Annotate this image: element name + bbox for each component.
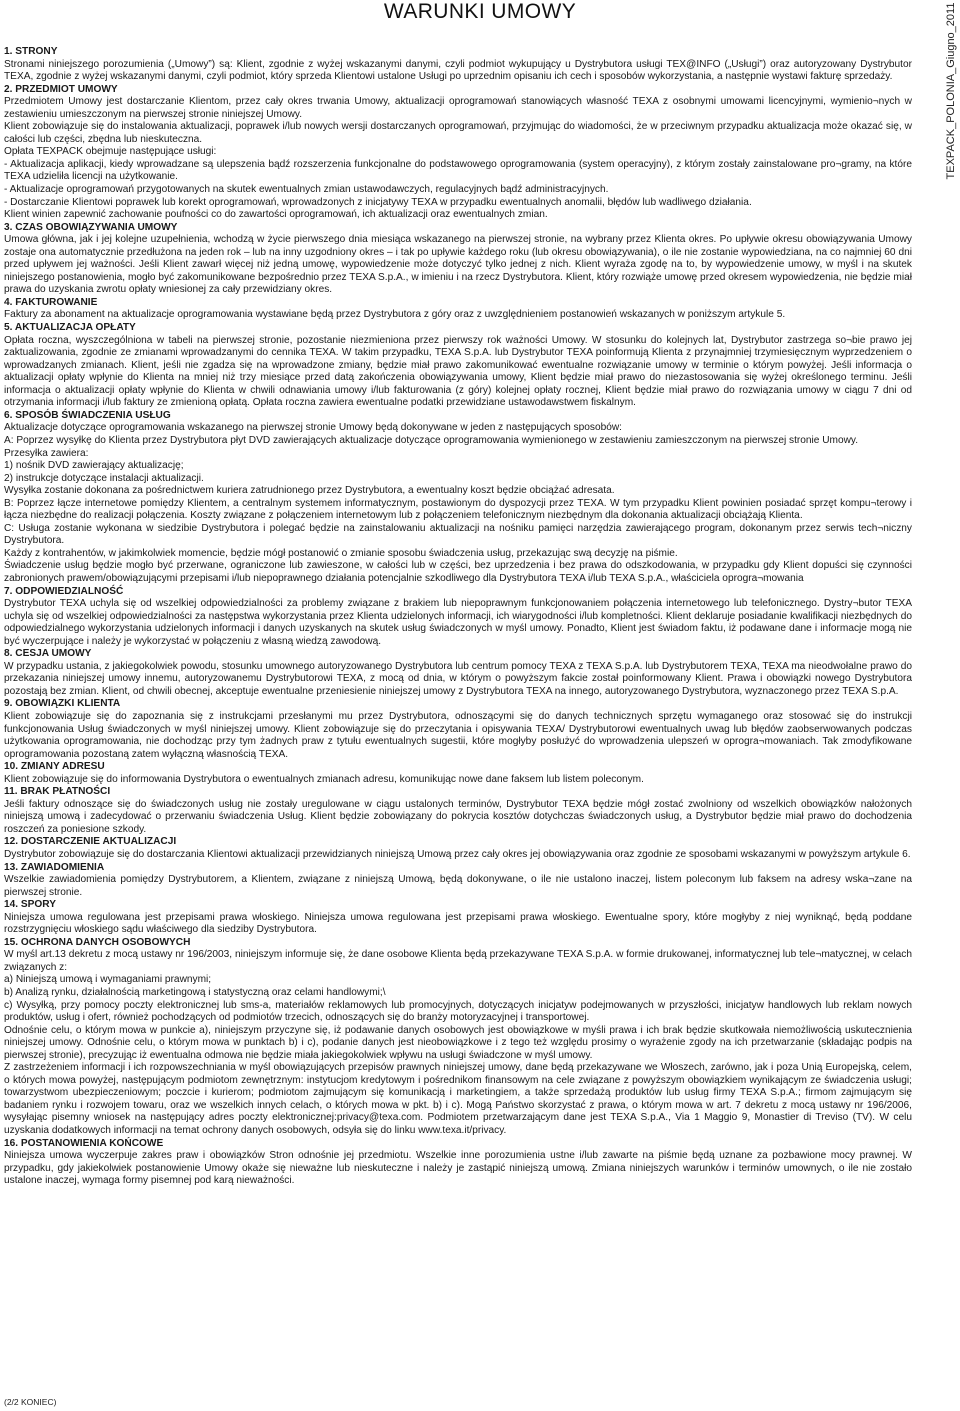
section-heading: 16. POSTANOWIENIA KOŃCOWE xyxy=(4,1137,164,1149)
section-heading: 13. ZAWIADOMIENIA xyxy=(4,861,105,873)
section-paragraph: Klient winien zapewnić zachowanie poufności co do zawartości oprogramowań, ich aktualizacji oraz ewentualnych zmian. xyxy=(4,209,548,221)
page-title: WARUNKI UMOWY xyxy=(383,0,577,23)
section-paragraph: 1) nośnik DVD zawierający aktualizację; xyxy=(4,460,184,472)
section-paragraph: Odnośnie celu, o którym mowa w punkcie a), niniejszym przyczyne się, iż podawanie danych osobowych jest obowiązkowe w myśli prawa i ich brak będzie skutkowała niemożliwością uskutecznienia niniejszej umowy. Odnośnie celu, o którym mowa w punktach b) i c), podanie danych jest nieobowiązkowe i z tego też względu prosimy o wyrażenie zgody na ich przetwarzanie (składając podpis na pierwszej stronie), precyzując iż ewentualna odmowa nie będzie miała jakiegokolwiek wpływu na usługi świadczone w myśl umowy. xyxy=(4,1024,912,1061)
section-paragraph: Dystrybutor zobowiązuje się do dostarczania Klientowi aktualizacji przewidzianych niniejszą Umową przez cały okres jej obowiązywania oraz zgodnie ze sposobami wskazanymi w powyższym artykule 6. xyxy=(4,849,911,860)
section-paragraph: 2) instrukcje dotyczące instalacji aktualizacji. xyxy=(4,472,204,484)
agreement-body xyxy=(4,46,912,1188)
section-heading: 11. BRAK PŁATNOŚCI xyxy=(4,786,111,798)
section-heading: 4. FAKTUROWANIE xyxy=(4,296,98,308)
section-paragraph: - Dostarczanie Klientowi poprawek lub korekt oprogramowań, wprowadzonych z inicjatywy TEXA w przypadku ewentualnych anomalii, błędów lub wadliwego działania. xyxy=(4,196,752,208)
section-paragraph: Każdy z kontrahentów, w jakimkolwiek momencie, będzie mógł postanowić o zmianie sposobu świadczenia usług, przekazując swą decyzję na piśmie. xyxy=(4,547,678,559)
section-paragraph: - Aktualizacje oprogramowań przygotowanych na skutek ewentualnych zmian ustawodawczych, regulacyjnych bądź administracyjnych. xyxy=(4,184,609,196)
section-heading: 14. SPORY xyxy=(4,899,56,911)
section-paragraph: Przedmiotem Umowy jest dostarczanie Klientom, przez cały okres trwania Umowy, aktualizacji oprogramowań stanowiących własność TEXA z osobnymi umowami licencyjnymi, wymienio¬nych w zestawieniu umieszczonym na pierwszej stronie niniejszej Umowy. xyxy=(4,96,912,120)
section-paragraph: - Aktualizacja aplikacji, kiedy wprowadzane są ulepszenia bądź rozszerzenia funkcjonalne do podstawowego oprogramowania (system operacyjny), z którym zostały zainstalowane pro¬gramy, na które TEXA udzieliła licencji na użytkowanie. xyxy=(4,158,912,183)
section-heading: 12. DOSTARCZENIE AKTUALIZACJI xyxy=(4,836,177,848)
section-heading: 3. CZAS OBOWIĄZYWANIA UMOWY xyxy=(4,221,178,233)
page-footer: (2/2 KONIEC) xyxy=(4,1397,57,1407)
section-paragraph: c) Wysyłką, przy pomocy poczty elektronicznej lub sms-a, materiałów reklamowych lub promocyjnych, dotyczących inicjatyw podejmowanych w przyszłości, inicjatyw handlowych lub reklam nowych produktów, usług i ofert, również pochodzących od podmiotów trzecich, odnoszących się do branży motoryzacyjnej i transportowej. xyxy=(4,999,912,1024)
section-paragraph: b) Analizą rynku, działalnością marketingową i statystyczną oraz celami handlowymi;\ xyxy=(4,987,386,999)
section-paragraph: Opłata TEXPACK obejmuje następujące usługi: xyxy=(4,146,217,158)
section-heading: 7. ODPOWIEDZIALNOŚĆ xyxy=(4,585,124,597)
section-heading: 10. ZMIANY ADRESU xyxy=(4,761,105,773)
section-paragraph: C: Usługa zostanie wykonana w siedzibie Dystrybutora i polegać będzie na zainstalowaniu aktualizacji na nośniku pamięci narzędzia zawierającego program, dokonanym przez serwis tech¬niczny Dystrybutora. xyxy=(4,522,912,547)
section-paragraph: Klient zobowiązuje się do informowania Dystrybutora o ewentualnych zmianach adresu, komunikując nowe dane faksem lub listem poleconym. xyxy=(4,773,644,785)
side-label xyxy=(944,2,958,180)
section-heading: 15. OCHRONA DANYCH OSOBOWYCH xyxy=(4,936,191,948)
section-heading: 5. AKTUALIZACJA OPŁATY xyxy=(4,322,136,334)
section-paragraph: Aktualizacje dotyczące oprogramowania wskazanego na pierwszej stronie Umowy będą dokonywane w jeden z następujących sposobów: xyxy=(4,422,622,434)
section-paragraph: A: Poprzez wysyłkę do Klienta przez Dystrybutora płyt DVD zawierających aktualizacje dotyczące oprogramowania wymienionego w zestawieniu zamieszczonym na pierwszej stronie Umowy. xyxy=(4,434,859,446)
section-paragraph: Świadczenie usług będzie mogło być przerwane, ograniczone lub zawieszone, w całości lub w części, bez uprzedzenia i bez prawa do odszkodowania, w przypadku gdy Klient dopuści się czynności zabronionych prawem/obowiązującymi przepisami i/lub niepoprawnego działania potencjalnie szkodliwego dla Dystrybutora TEXA i/lub TEXA S.p.A., właściciela oprogra¬mowania xyxy=(4,560,912,584)
section-paragraph: Wysyłka zostanie dokonana za pośrednictwem kuriera zatrudnionego przez Dystrybutora, a ewentualny koszt będzie obciążać adresata. xyxy=(4,485,615,497)
section-paragraph: Umowa główna, jak i jej kolejne uzupełnienia, wchodzą w życie pierwszego dnia miesiąca wskazanego na pierwszej stronie, na wybrany przez Klienta okres. Po upływie okresu obowiązywania Umowy zostaje ona automatycznie przedłużona na jeden rok – lub na inny uzgodniony okres – i tak po upływie każdego roku (lub okresu obowiązywania), o ile nie zostanie wypowiedziana, na co najmniej 60 dni przed upływem jej ważności. Jeśli Klient zawarł więcej niż jedną umowę, wypowiedzenie może dotyczyć tylko jednej z nich. Klient wyraża zgodę na to, by wypowiedzenie umowy, w myśl i na skutek niniejszego postanowienia, mogło być zakomunikowane bezpośrednio przez TEXA S.p.A., w imieniu i na rzecz Dystrybutora. Klient, który rozwiąże umowę przed okresem wypowiedzenia, nie będzie miał prawa do uzyskania zwrotu opłaty wniesionej za cały przewidziany okres. xyxy=(4,234,912,296)
section-paragraph: Niniejsza umowa regulowana jest przepisami prawa włoskiego. Niniejsza umowa regulowana jest przepisami prawa włoskiego. Ewentualne spory, które mogłyby z niej wyniknąć, będą poddane rozstrzygnięciu włoskiego sądu właściwego dla siedziby Dystrybutora. xyxy=(4,911,912,936)
section-paragraph: Jeśli faktury odnoszące się do świadczonych usług nie zostały uregulowane w ciągu ustalonych terminów, Dystrybutor TEXA będzie mógł zostać zwolniony od wszelkich obowiązków nałożonych niniejszą umową i zadecydować o przerwaniu świadczenia Usług. Klient będzie zobowiązany do pokrycia kosztów dotychczas świadczonych usług, a Dystrybutor będzie miał prawo do dochodzenia roszczeń za poniesione szkody. xyxy=(4,798,912,835)
section-heading: 9. OBOWIĄZKI KLIENTA xyxy=(4,698,121,710)
section-paragraph: Niniejsza umowa wyczerpuje zakres praw i obowiązków Stron odnośnie jej przedmiotu. Wszelkie inne porozumienia ustne i/lub zawarte na piśmie będą uznane za pozbawione mocy prawnej. W przypadku, gdy jakiekolwiek postanowienie Umowy okaże się nieważne lub nieskuteczne i należy je zastąpić niniejszą umową. Zmiana niniejszych warunków i terminów umownych, o ile nie zostało ustalone inaczej, wymaga formy pisemnej pod karą nieważności. xyxy=(4,1150,912,1187)
section-paragraph: Stronami niniejszego porozumienia („Umowy”) są: Klient, zgodnie z wyżej wskazanymi danymi, czyli podmiot wykupujący u Dystrybutora usługi TEX@INFO („Usługi”) oraz autoryzowany Dystrybutor TEXA, zgodnie z wyżej wskazanymi danymi, czyli podmiot, który sprzeda Klientowi ustalone Usługi po uprzednim opisaniu ich cech i sposobów wykorzystania, a następnie wystawi fakturę sprzedaży. xyxy=(4,58,912,83)
section-heading: 6. SPOSÓB ŚWIADCZENIA USŁUG xyxy=(4,409,171,421)
section-paragraph: a) Niniejszą umową i wymaganiami prawnymi; xyxy=(4,974,212,986)
section-paragraph: Z zastrzeżeniem informacji i ich rozpowszechniania w myśl obowiązujących przepisów prawnych niniejszej umowy, dane będą przekazywane we Włoszech, zarówno, jak i poza Unią Europejską, celem, o których mowa powyżej, następującym podmiotom zewnętrznym: instytucjom kredytowym i pośrednikom finansowym na cele związane z powyższym obowiązkiem wynikającym ze świadczenia usługi; towarzystwom ubezpieczeniowym; poczcie i kurierom; podmiotom zajmującym się komunikacją i marketingiem, a także sprzedażą produktów lub usług firmy TEXA S.p.A.; firmom zajmującym się badaniem rynku i rozwojem towaru, oraz we wszelkich innych celach, o których mowa w pkt. b) i c). Mogą Państwo skorzystać z prawa, o którym mowa w art. 7 dekretu z mocą ustawy nr 196/2006, wysyłając pisemny wniosek na następujący adres poczty elektronicznej:privacy@texa.com. Podmiotem przetwarzającym dane jest TEXA S.p.A., Via 1 Maggio 9, Monastier di Treviso (TV). W celu uzyskania dodatkowych informacji na temat ochrony danych osobowych, odsyła się do linku www.texa.it/privacy. xyxy=(4,1062,912,1137)
section-paragraph: Wszelkie zawiadomienia pomiędzy Dystrybutorem, a Klientem, związane z niniejszą Umową, będą dokonywane, o ile nie ustalono inaczej, listem poleconym lub faksem na adresy wska¬zane na pierwszej stronie. xyxy=(4,874,912,898)
section-heading: 1. STRONY xyxy=(4,46,58,57)
section-paragraph: W myśl art.13 dekretu z mocą ustawy nr 196/2003, niniejszym informuje się, że dane osobowe Klienta będą przekazywane TEXA S.p.A. w formie drukowanej, informatycznej lub tele¬matycznej, w celach związanych z: xyxy=(4,949,912,973)
section-heading: 2. PRZEDMIOT UMOWY xyxy=(4,83,118,95)
section-paragraph: Klient zobowiązuje się do instalowania aktualizacji, poprawek i/lub nowych wersji dostarczanych oprogramowań, przyjmując do wiadomości, że w przeciwnym przypadku aktualizacja może okazać się, w całości lub części, zbędna lub nieskuteczna. xyxy=(4,121,912,145)
section-paragraph: Dystrybutor TEXA uchyla się od wszelkiej odpowiedzialności za problemy związane z brakiem lub niepoprawnym funkcjonowaniem połączenia internetowego lub telefonicznego. Dystry¬butor TEXA uchyla się od wszelkiej odpowiedzialności za następstwa wykorzystania przez Klienta udzielonych informacji, ich wiarygodności i/lub kompletności. Klient deklaruje posiadanie kwalifikacji niezbędnych do odpowiedzialnego wykorzystania udzielonych informacji i danych uzyskanych na skutek usług świadczonych w myśl umowy. Ponadto, Klient jest świadom faktu, iż podawane dane i informacje mogą nie być wyczerpujące i należy je wykorzystać w połączeniu z własną wiedzą zawodową. xyxy=(4,598,912,647)
section-paragraph: Opłata roczna, wyszczególniona w tabeli na pierwszej stronie, pozostanie niezmieniona przez pierwszy rok ważności Umowy. W stosunku do kolejnych lat, Dystrybutor zastrzega so¬bie prawo jej zaktualizowania, zgodnie ze zmianami wprowadzanymi do cennika TEXA. W takim przypadku, TEXA S.p.A. lub Dystrybutor TEXA poinformują Klienta z przynajmniej trzymiesięcznym wyprzedzeniem o wprowadzanych zmianach. Klient, jeśli nie zgadza się na wprowadzone zmiany, będzie miał prawo zakomunikować ewentualne rozwiązanie umowy w terminie o którym powyżej. Jeśli informacja o aktualizacji opłaty wpłynie do Klienta na mniej niż trzy miesiące przed datą zakończenia obowiązywania umowy, Klient będzie miał prawo do niezastosowania się wyżej określonego terminu. Jeśli informacja o aktualizacji opłaty wpłynie do Klienta w chwili odnawiania umowy i/lub fakturowania (z góry) kolejnej opłaty rocznej, Klient będzie miał prawo do rozwiązania umowy w ciągu 7 dni od otrzymania informacji i/lub faktury ze zmienioną opłatą. Opłata roczna zawiera ewentualne podatki przewidziane ustawodawstwem fiskalnym. xyxy=(4,334,912,409)
section-paragraph: Klient zobowiązuje się do zapoznania się z instrukcjami przesłanymi mu przez Dystrybutora, odnoszącymi się do danych technicznych sprzętu wymaganego oraz stosować się do instrukcji funkcjonowania Usług świadczonych w myśl niniejszej umowy. Klient zobowiązuje się do przeczytania i opisywania TEXA/ Dystrybutorowi ewentualnych uwag lub błędów zaobserwowanych podczas użytkowania oprogramowania, nie dochodząc przy tym żadnych praw z tytułu ewentualnych sugestii, które mogłyby posłużyć do wprowadzenia ulepszeń w oprogra¬mowaniach. Tak zmodyfikowane oprogramowania pozostaną zatem wyłączną własnością TEXA. xyxy=(4,710,912,760)
section-heading: 8. CESJA UMOWY xyxy=(4,648,92,660)
section-paragraph: W przypadku ustania, z jakiegokolwiek powodu, stosunku umownego autoryzowanego Dystrybutora lub centrum pomocy TEXA z TEXA S.p.A. lub Dystrybutorem TEXA, TEXA ma nieodwołalne prawo do przekazania niniejszej umowy innemu, autoryzowanemu Dystrybutorowi TEXA, z mocą od dnia, w którym o powyższym fakcie został poinformowany Klient. Prawa i obowiązki nowego Dystrybutora pozostają bez zmian. Klient, od chwili obecnej, akceptuje ewentualne przeniesienie niniejszej umowy z Dystrybutora TEXA na innego, autoryzowanego Dystrybutora, wyznaczonego przez TEXA S.p.A. xyxy=(4,660,912,697)
side-label-text: TEXPACK_POLONIA_Giugno_2011 xyxy=(945,2,957,180)
section-paragraph: B: Poprzez łącze internetowe pomiędzy Klientem, a centralnym systemem informatycznym, postawionym do dyspozycji przez TEXA. W tym przypadku Klient powinien posiadać sprzęt kompu¬terowy i łącza niezbędne do realizacji połączenia. Koszty związane z połączeniem internetowym lub z połączeniem telefonicznym niezbędnym dla dokonania aktualizacji obciążają Klienta. xyxy=(4,497,912,522)
section-paragraph: Przesyłka zawiera: xyxy=(4,447,89,459)
section-paragraph: Faktury za abonament na aktualizacje oprogramowania wystawiane będą przez Dystrybutora z góry oraz z uwzględnieniem postanowień wskazanych w poniższym artykule 5. xyxy=(4,309,786,321)
